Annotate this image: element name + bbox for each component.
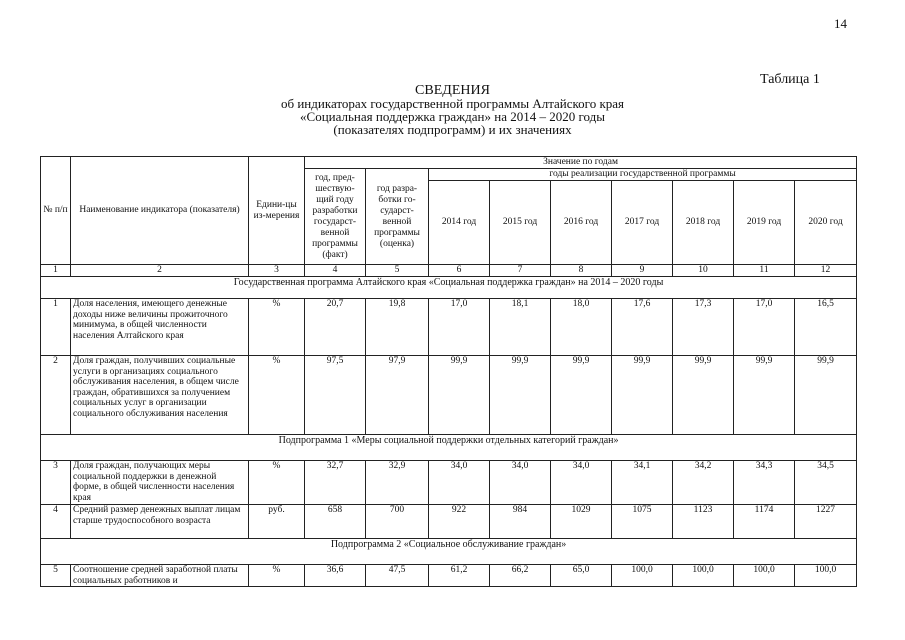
title-line-3: «Социальная поддержка граждан» на 2014 – 2020 годы	[300, 109, 605, 124]
indicator-value: 34,3	[734, 461, 795, 505]
header-num: № п/п	[41, 157, 71, 265]
column-number: 12	[795, 265, 857, 277]
indicator-value: 1227	[795, 505, 857, 539]
indicator-value: 658	[305, 505, 366, 539]
indicator-value: 34,5	[795, 461, 857, 505]
table-row	[41, 505, 857, 539]
indicator-value: 32,7	[305, 461, 366, 505]
header-year-dev: год разра-ботки го-сударст-венной программы (оценка)	[366, 169, 429, 265]
column-number: 2	[71, 265, 249, 277]
indicator-value: 922	[429, 505, 490, 539]
indicator-value: 1029	[551, 505, 612, 539]
indicator-value: 17,0	[734, 299, 795, 356]
table-row	[41, 565, 857, 587]
indicator-value: 18,1	[490, 299, 551, 356]
header-year: 2014 год	[429, 181, 490, 265]
indicator-value: 34,2	[673, 461, 734, 505]
indicator-name: Доля граждан, получивших социальные услуги в организациях социального обслуживания населения, в общем числе граждан, обратившихся за получением социальных услуг в организации социального обслуживания населения	[71, 356, 249, 435]
column-number: 10	[673, 265, 734, 277]
column-number: 3	[249, 265, 305, 277]
section-row	[41, 539, 857, 565]
header-year: 2018 год	[673, 181, 734, 265]
indicator-value: 18,0	[551, 299, 612, 356]
indicator-value: 32,9	[366, 461, 429, 505]
indicator-value: 66,2	[490, 565, 551, 587]
unit: %	[249, 461, 305, 505]
header-unit: Едини-цы из-мерения	[249, 157, 305, 265]
unit: руб.	[249, 505, 305, 539]
indicator-value: 99,9	[673, 356, 734, 435]
indicator-value: 20,7	[305, 299, 366, 356]
indicator-value: 100,0	[673, 565, 734, 587]
header-year: 2020 год	[795, 181, 857, 265]
section-row	[41, 435, 857, 461]
section-row	[41, 277, 857, 299]
unit: %	[249, 356, 305, 435]
indicator-value: 99,9	[490, 356, 551, 435]
column-number: 11	[734, 265, 795, 277]
column-number: 5	[366, 265, 429, 277]
indicator-name: Доля граждан, получающих меры социальной поддержки в денежной форме, в общей численности населения края	[71, 461, 249, 505]
indicator-value: 99,9	[429, 356, 490, 435]
indicator-value: 99,9	[551, 356, 612, 435]
unit: %	[249, 299, 305, 356]
page-number: 14	[834, 16, 847, 31]
indicator-value: 17,3	[673, 299, 734, 356]
indicator-value: 99,9	[734, 356, 795, 435]
document-title	[0, 84, 905, 136]
indicator-value: 99,9	[795, 356, 857, 435]
indicator-name: Средний размер денежных выплат лицам старше трудоспособного возраста	[71, 505, 249, 539]
section-title: Государственная программа Алтайского края «Социальная поддержка граждан» на 2014 – 2020 годы	[41, 277, 857, 299]
indicator-name: Соотношение средней заработной платы социальных работников и	[71, 565, 249, 587]
column-number: 6	[429, 265, 490, 277]
header-name: Наименование индикатора (показателя)	[71, 157, 249, 265]
indicator-value: 100,0	[612, 565, 673, 587]
indicator-value: 65,0	[551, 565, 612, 587]
header-year-before: год, пред-шествую-щий году разработки государст-венной программы (факт)	[305, 169, 366, 265]
indicator-value: 34,0	[551, 461, 612, 505]
indicator-value: 34,1	[612, 461, 673, 505]
row-number: 5	[41, 565, 71, 587]
header-program-years: годы реализации государственной программы	[429, 169, 857, 181]
unit: %	[249, 565, 305, 587]
indicator-value: 17,6	[612, 299, 673, 356]
indicators-table	[40, 156, 857, 587]
table-row	[41, 299, 857, 356]
indicator-value: 19,8	[366, 299, 429, 356]
indicator-value: 100,0	[795, 565, 857, 587]
table-label: Таблица 1	[760, 72, 820, 87]
title-line-1: СВЕДЕНИЯ	[415, 83, 490, 98]
row-number: 1	[41, 299, 71, 356]
indicator-name: Доля населения, имеющего денежные доходы ниже величины прожиточного минимума, в общей численности населения Алтайского края	[71, 299, 249, 356]
indicator-value: 17,0	[429, 299, 490, 356]
header-year: 2017 год	[612, 181, 673, 265]
section-title: Подпрограмма 1 «Меры социальной поддержки отдельных категорий граждан»	[41, 435, 857, 461]
indicator-value: 984	[490, 505, 551, 539]
indicator-value: 16,5	[795, 299, 857, 356]
indicator-value: 47,5	[366, 565, 429, 587]
column-number: 1	[41, 265, 71, 277]
indicator-value: 97,5	[305, 356, 366, 435]
header-values-by-years: Значение по годам	[305, 157, 857, 169]
indicator-value: 700	[366, 505, 429, 539]
column-number: 8	[551, 265, 612, 277]
indicator-value: 100,0	[734, 565, 795, 587]
indicator-value: 61,2	[429, 565, 490, 587]
title-line-4: (показателях подпрограмм) и их значениях	[333, 122, 572, 137]
indicator-value: 1174	[734, 505, 795, 539]
row-number: 3	[41, 461, 71, 505]
section-title: Подпрограмма 2 «Социальное обслуживание граждан»	[41, 539, 857, 565]
column-number: 7	[490, 265, 551, 277]
row-number: 2	[41, 356, 71, 435]
indicator-value: 1123	[673, 505, 734, 539]
column-number: 9	[612, 265, 673, 277]
table-row	[41, 356, 857, 435]
column-number: 4	[305, 265, 366, 277]
indicator-value: 97,9	[366, 356, 429, 435]
header-year: 2015 год	[490, 181, 551, 265]
table-row	[41, 461, 857, 505]
header-year: 2019 год	[734, 181, 795, 265]
indicator-value: 34,0	[490, 461, 551, 505]
indicator-value: 99,9	[612, 356, 673, 435]
column-numbers-row	[41, 265, 857, 277]
title-line-2: об индикаторах государственной программы Алтайского края	[280, 96, 625, 111]
indicator-value: 34,0	[429, 461, 490, 505]
header-year: 2016 год	[551, 181, 612, 265]
indicator-value: 36,6	[305, 565, 366, 587]
indicator-value: 1075	[612, 505, 673, 539]
row-number: 4	[41, 505, 71, 539]
